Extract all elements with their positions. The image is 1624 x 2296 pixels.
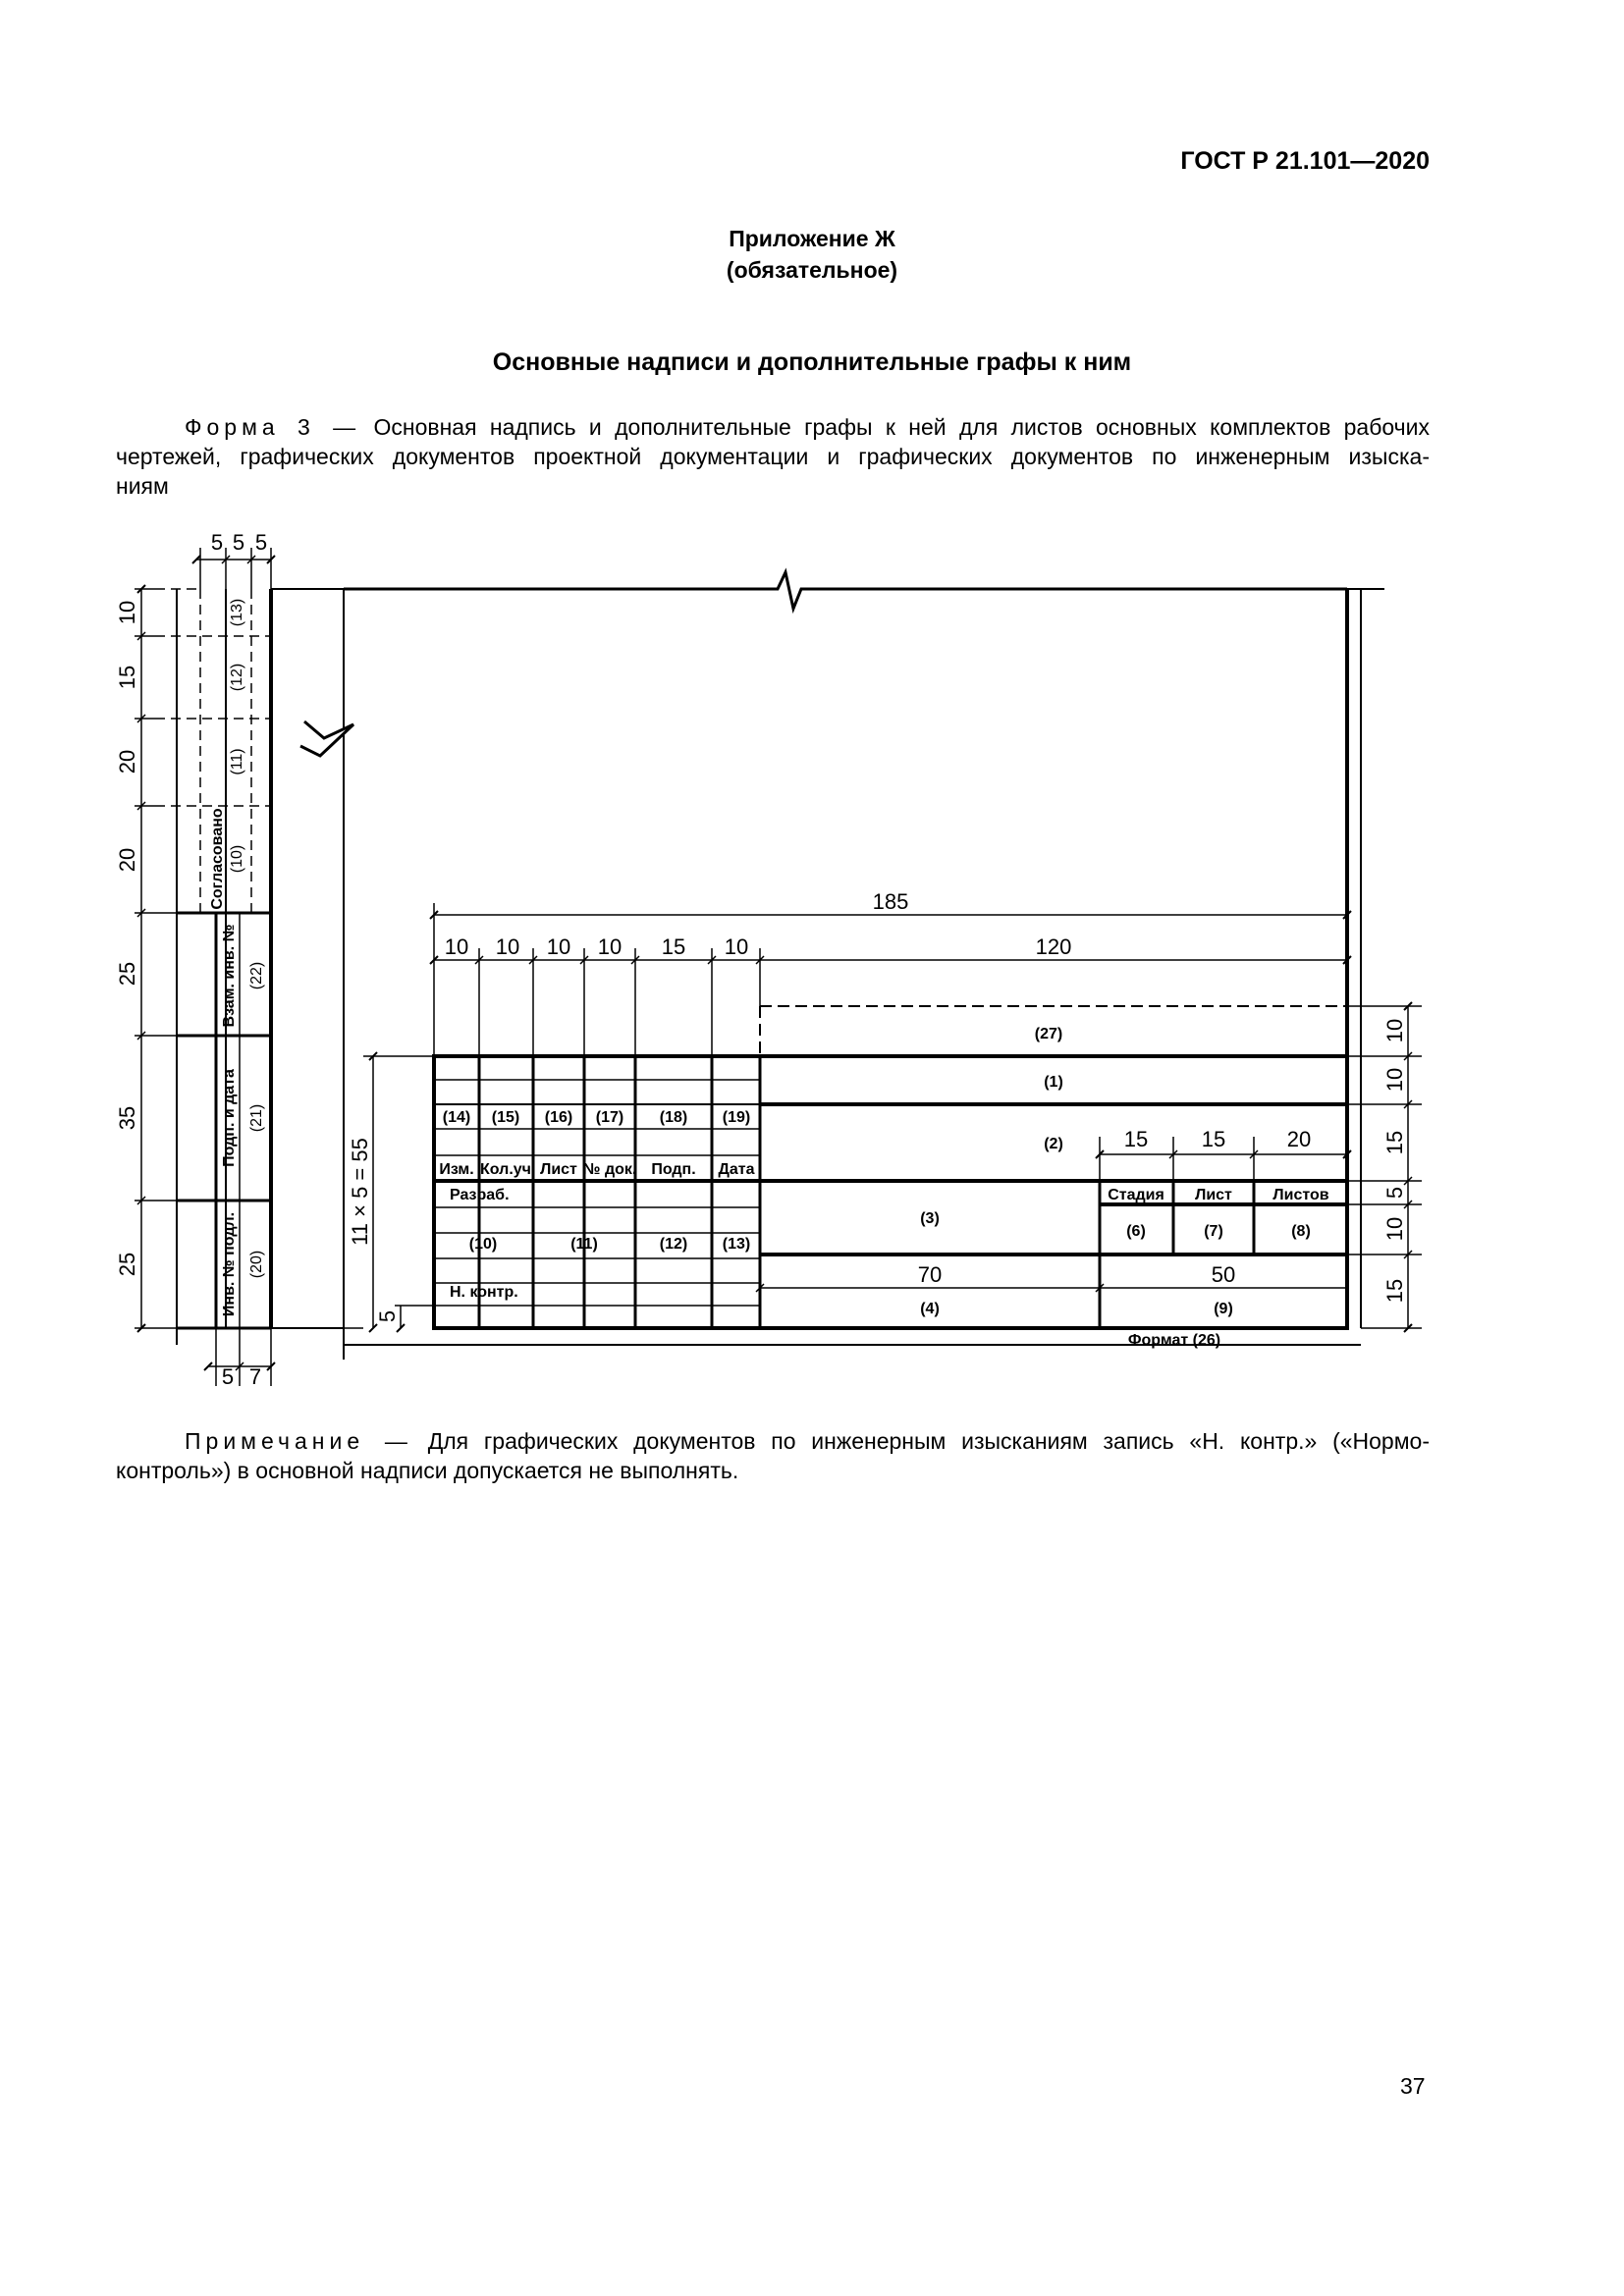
col-num-15: (15)	[491, 1109, 520, 1126]
approval-cell-13: (13)	[229, 598, 245, 627]
section-title: Основные надписи и дополнительные графы к ним	[492, 348, 1132, 376]
note-line2: контроль») в основной надписи допускается не выполнять.	[116, 1458, 739, 1483]
field-1: (1)	[1044, 1074, 1063, 1091]
left-height-25a: 25	[115, 961, 139, 987]
col-label-kol: Кол.уч	[480, 1161, 531, 1178]
form-caption-lead: Форма 3 —	[185, 414, 361, 440]
stage-label-stadia: Стадия	[1108, 1187, 1164, 1203]
standard-header: ГОСТ Р 21.101—2020	[1180, 147, 1430, 175]
col-width-1: 10	[444, 934, 469, 959]
lower-width-70: 70	[917, 1262, 943, 1287]
col-label-list: Лист	[540, 1161, 577, 1178]
approval-label: Согласовано	[209, 808, 226, 910]
col-width-2: 10	[495, 934, 520, 959]
approval-cell-11: (11)	[229, 748, 245, 775]
sign-num-11: (11)	[570, 1236, 598, 1253]
sign-num-10: (10)	[468, 1236, 498, 1253]
col-num-16: (16)	[544, 1109, 573, 1126]
total-width-185: 185	[872, 889, 909, 914]
approval-cell-12: (12)	[229, 663, 245, 692]
col-width-6: 10	[724, 934, 749, 959]
field-9: (9)	[1214, 1301, 1233, 1317]
field-4: (4)	[920, 1301, 940, 1317]
right-dim-1: 10	[1382, 1018, 1407, 1043]
col-label-izm: Изм.	[439, 1161, 474, 1178]
sign-num-13: (13)	[722, 1236, 751, 1253]
col-width-5: 15	[661, 934, 686, 959]
inv-replace-label: Взам. инв. №	[221, 924, 238, 1028]
appendix-status: (обязательное)	[726, 257, 898, 283]
stage-width-1: 15	[1123, 1127, 1149, 1151]
inv-replace-num: (22)	[248, 961, 265, 990]
field-8: (8)	[1291, 1223, 1311, 1240]
bottom-row-height: 5	[375, 1309, 400, 1323]
page-number: 37	[1400, 2073, 1426, 2099]
right-dim-6: 15	[1382, 1278, 1407, 1304]
left-height-20b: 20	[115, 847, 139, 873]
left-bottom-dim-2: 7	[248, 1364, 262, 1389]
left-top-dim-2: 5	[232, 530, 245, 555]
right-dim-2: 10	[1382, 1067, 1407, 1093]
form-caption-line1: Основная надпись и дополнительные графы к ней для листов основных комплектов рабочих	[373, 414, 1431, 440]
col-num-18: (18)	[659, 1109, 688, 1126]
sign-num-12: (12)	[659, 1236, 688, 1253]
col-width-4: 10	[597, 934, 623, 959]
left-height-35: 35	[115, 1105, 139, 1131]
sign-date-num: (21)	[248, 1103, 265, 1133]
col-label-data: Дата	[718, 1161, 755, 1178]
note-lead: Примечание —	[185, 1428, 412, 1454]
left-top-dim-3: 5	[254, 530, 268, 555]
stage-width-2: 15	[1201, 1127, 1226, 1151]
field-6: (6)	[1126, 1223, 1146, 1240]
role-nkontr: Н. контр.	[450, 1284, 518, 1301]
col-num-14: (14)	[442, 1109, 471, 1126]
note-line1: Для графических документов по инженерным изысканиям запись «Н. контр.» («Нормо-	[427, 1428, 1430, 1454]
field-3: (3)	[920, 1210, 940, 1227]
left-height-20a: 20	[115, 749, 139, 774]
appendix-title: Приложение Ж	[729, 226, 895, 251]
note	[116, 1426, 1430, 1485]
col-label-podp: Подп.	[651, 1161, 696, 1178]
total-height: 11 × 5 = 55	[348, 1138, 372, 1246]
role-razrab: Разраб.	[450, 1187, 510, 1203]
format-label: Формат (26)	[1127, 1332, 1221, 1349]
col-width-3: 10	[546, 934, 571, 959]
inv-original-num: (20)	[248, 1250, 265, 1279]
right-dim-4: 5	[1382, 1186, 1407, 1200]
right-dim-5: 10	[1382, 1216, 1407, 1242]
left-height-15: 15	[115, 665, 139, 690]
lower-width-50: 50	[1211, 1262, 1236, 1287]
form-caption-line2: чертежей, графических документов проектной документации и графических документов по инженерным изыска-	[116, 444, 1430, 469]
field-7: (7)	[1204, 1223, 1223, 1240]
stage-label-list: Лист	[1195, 1187, 1232, 1203]
col-width-7: 120	[1035, 934, 1072, 959]
field-27: (27)	[1034, 1026, 1063, 1042]
col-num-19: (19)	[722, 1109, 751, 1126]
left-height-10: 10	[115, 600, 139, 625]
left-bottom-dim-1: 5	[221, 1364, 235, 1389]
col-num-17: (17)	[595, 1109, 624, 1126]
right-dim-3: 15	[1382, 1130, 1407, 1155]
sign-date-label: Подп. и дата	[221, 1069, 238, 1167]
stage-label-listov: Листов	[1272, 1187, 1329, 1203]
col-label-doc: № док.	[582, 1161, 637, 1178]
stage-width-3: 20	[1286, 1127, 1312, 1151]
left-column-grid	[155, 589, 344, 1328]
approval-cell-10: (10)	[229, 844, 245, 874]
inv-original-label: Инв. № подл.	[221, 1211, 238, 1317]
left-top-dim-1: 5	[210, 530, 224, 555]
field-2: (2)	[1044, 1136, 1063, 1152]
left-height-25b: 25	[115, 1252, 139, 1277]
form-caption-line3: ниям	[116, 473, 169, 499]
